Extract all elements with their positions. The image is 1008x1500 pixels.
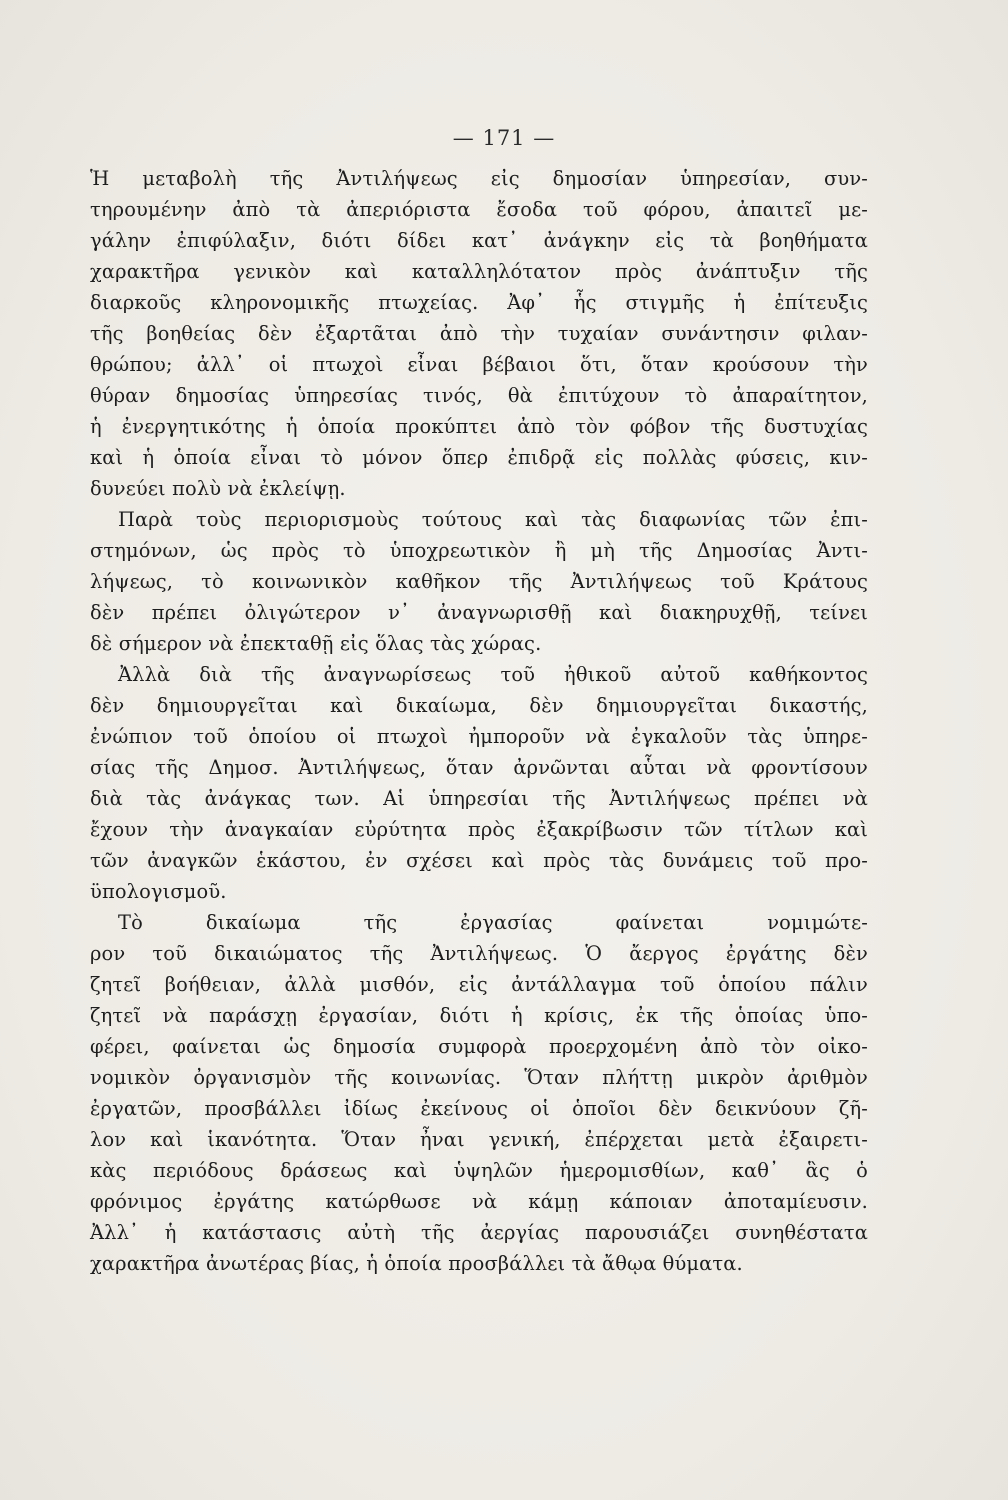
text-line: ζητεῖ βοήθειαν, ἀλλὰ μισθόν, εἰς ἀντάλλαγμα τοῦ ὁποίου πάλιν bbox=[90, 973, 868, 996]
text-line: ρον τοῦ δικαιώματος τῆς Ἀντιλήψεως. Ὁ ἄεργος ἐργάτης δὲν bbox=[90, 942, 868, 965]
text-line: ϋπολογισμοῦ. bbox=[90, 880, 227, 903]
text-line: δὲν δημιουργεῖται καὶ δικαίωμα, δὲν δημιουργεῖται δικαστής, bbox=[90, 694, 868, 717]
text-line: Ἡ μεταβολὴ τῆς Ἀντιλήψεως εἰς δημοσίαν ὑπηρεσίαν, συν- bbox=[90, 167, 868, 190]
text-line: στημόνων, ὡς πρὸς τὸ ὑποχρεωτικὸν ἢ μὴ τῆς Δημοσίας Ἀντι- bbox=[90, 539, 868, 562]
text-line: Ἀλλ᾿ ἡ κατάστασις αὐτὴ τῆς ἀεργίας παρουσιάζει συνηθέστατα bbox=[90, 1221, 868, 1244]
text-line: ἐργατῶν, προσβάλλει ἰδίως ἐκείνους οἱ ὁποῖοι δὲν δεικνύουν ζῆ- bbox=[90, 1097, 868, 1120]
text-line: ἔχουν τὴν ἀναγκαίαν εὐρύτητα πρὸς ἐξακρίβωσιν τῶν τίτλων καὶ bbox=[90, 818, 868, 841]
text-line: λήψεως, τὸ κοινωνικὸν καθῆκον τῆς Ἀντιλήψεως τοῦ Κράτους bbox=[90, 570, 868, 593]
text-line: τῶν ἀναγκῶν ἑκάστου, ἐν σχέσει καὶ πρὸς τὰς δυνάμεις τοῦ προ- bbox=[90, 849, 868, 872]
text-line: ἡ ἐνεργητικότης ἡ ὁποία προκύπτει ἀπὸ τὸν φόβον τῆς δυστυχίας bbox=[90, 415, 868, 438]
text-line: χαρακτῆρα γενικὸν καὶ καταλληλότατον πρὸς ἀνάπτυξιν τῆς bbox=[90, 260, 868, 283]
text-line: ἐνώπιον τοῦ ὁποίου οἱ πτωχοὶ ἠμποροῦν νὰ ἐγκαλοῦν τὰς ὑπηρε- bbox=[90, 725, 868, 748]
text-line: τηρουμένην ἀπὸ τὰ ἀπεριόριστα ἔσοδα τοῦ φόρου, ἀπαιτεῖ με- bbox=[90, 198, 868, 221]
text-line: χαρακτῆρα ἀνωτέρας βίας, ἡ ὁποία προσβάλλει τὰ ἄθῳα θύματα. bbox=[90, 1252, 743, 1275]
text-line: κὰς περιόδους δράσεως καὶ ὑψηλῶν ἡμερομισθίων, καθ᾿ ἃς ὁ bbox=[90, 1159, 868, 1182]
text-line: θρώπου; ἀλλ᾿ οἱ πτωχοὶ εἶναι βέβαιοι ὅτι, ὅταν κρούσουν τὴν bbox=[90, 353, 868, 376]
text-line: δυνεύει πολὺ νὰ ἐκλείψῃ. bbox=[90, 477, 346, 500]
text-line: δὲ σήμερον νὰ ἐπεκταθῇ εἰς ὅλας τὰς χώρας. bbox=[90, 632, 542, 655]
text-line: σίας τῆς Δημοσ. Ἀντιλήψεως, ὅταν ἀρνῶνται αὗται νὰ φροντίσουν bbox=[90, 756, 868, 779]
text-line: διὰ τὰς ἀνάγκας των. Αἱ ὑπηρεσίαι τῆς Ἀντιλήψεως πρέπει νὰ bbox=[90, 787, 868, 810]
text-line: διαρκοῦς κληρονομικῆς πτωχείας. Ἀφ᾿ ἧς στιγμῆς ἡ ἐπίτευξις bbox=[90, 291, 868, 314]
text-line: φέρει, φαίνεται ὡς δημοσία συμφορὰ προερχομένη ἀπὸ τὸν οἰκο- bbox=[90, 1035, 868, 1058]
text-line: Ἀλλὰ διὰ τῆς ἀναγνωρίσεως τοῦ ἠθικοῦ αὐτοῦ καθήκοντος bbox=[118, 663, 868, 686]
text-line: καὶ ἡ ὁποία εἶναι τὸ μόνον ὅπερ ἐπιδρᾷ εἰς πολλὰς φύσεις, κιν- bbox=[90, 446, 868, 469]
text-line: τῆς βοηθείας δὲν ἐξαρτᾶται ἀπὸ τὴν τυχαίαν συνάντησιν φιλαν- bbox=[90, 322, 868, 345]
text-line: θύραν δημοσίας ὑπηρεσίας τινός, θὰ ἐπιτύχουν τὸ ἀπαραίτητον, bbox=[90, 384, 868, 407]
text-line: λον καὶ ἱκανότητα. Ὅταν ἦναι γενική, ἐπέρχεται μετὰ ἐξαιρετι- bbox=[90, 1128, 868, 1151]
text-line: ζητεῖ νὰ παράσχῃ ἐργασίαν, διότι ἡ κρίσις, ἐκ τῆς ὁποίας ὑπο- bbox=[90, 1004, 868, 1027]
body-text bbox=[90, 163, 868, 1279]
text-line: Τὸ δικαίωμα τῆς ἐργασίας φαίνεται νομιμώτε- bbox=[118, 911, 868, 934]
text-line: δὲν πρέπει ὀλιγώτερον ν᾿ ἀναγνωρισθῇ καὶ διακηρυχθῇ, τείνει bbox=[90, 601, 868, 624]
text-line: νομικὸν ὀργανισμὸν τῆς κοινωνίας. Ὅταν πλήττῃ μικρὸν ἀριθμὸν bbox=[90, 1066, 868, 1089]
text-line: γάλην ἐπιφύλαξιν, διότι δίδει κατ᾿ ἀνάγκην εἰς τὰ βοηθήματα bbox=[90, 229, 868, 252]
page-number: — 171 — bbox=[452, 126, 556, 150]
text-line: Παρὰ τοὺς περιορισμοὺς τούτους καὶ τὰς διαφωνίας τῶν ἐπι- bbox=[118, 508, 868, 531]
text-line: φρόνιμος ἐργάτης κατώρθωσε νὰ κάμῃ κάποιαν ἀποταμίευσιν. bbox=[90, 1190, 868, 1213]
